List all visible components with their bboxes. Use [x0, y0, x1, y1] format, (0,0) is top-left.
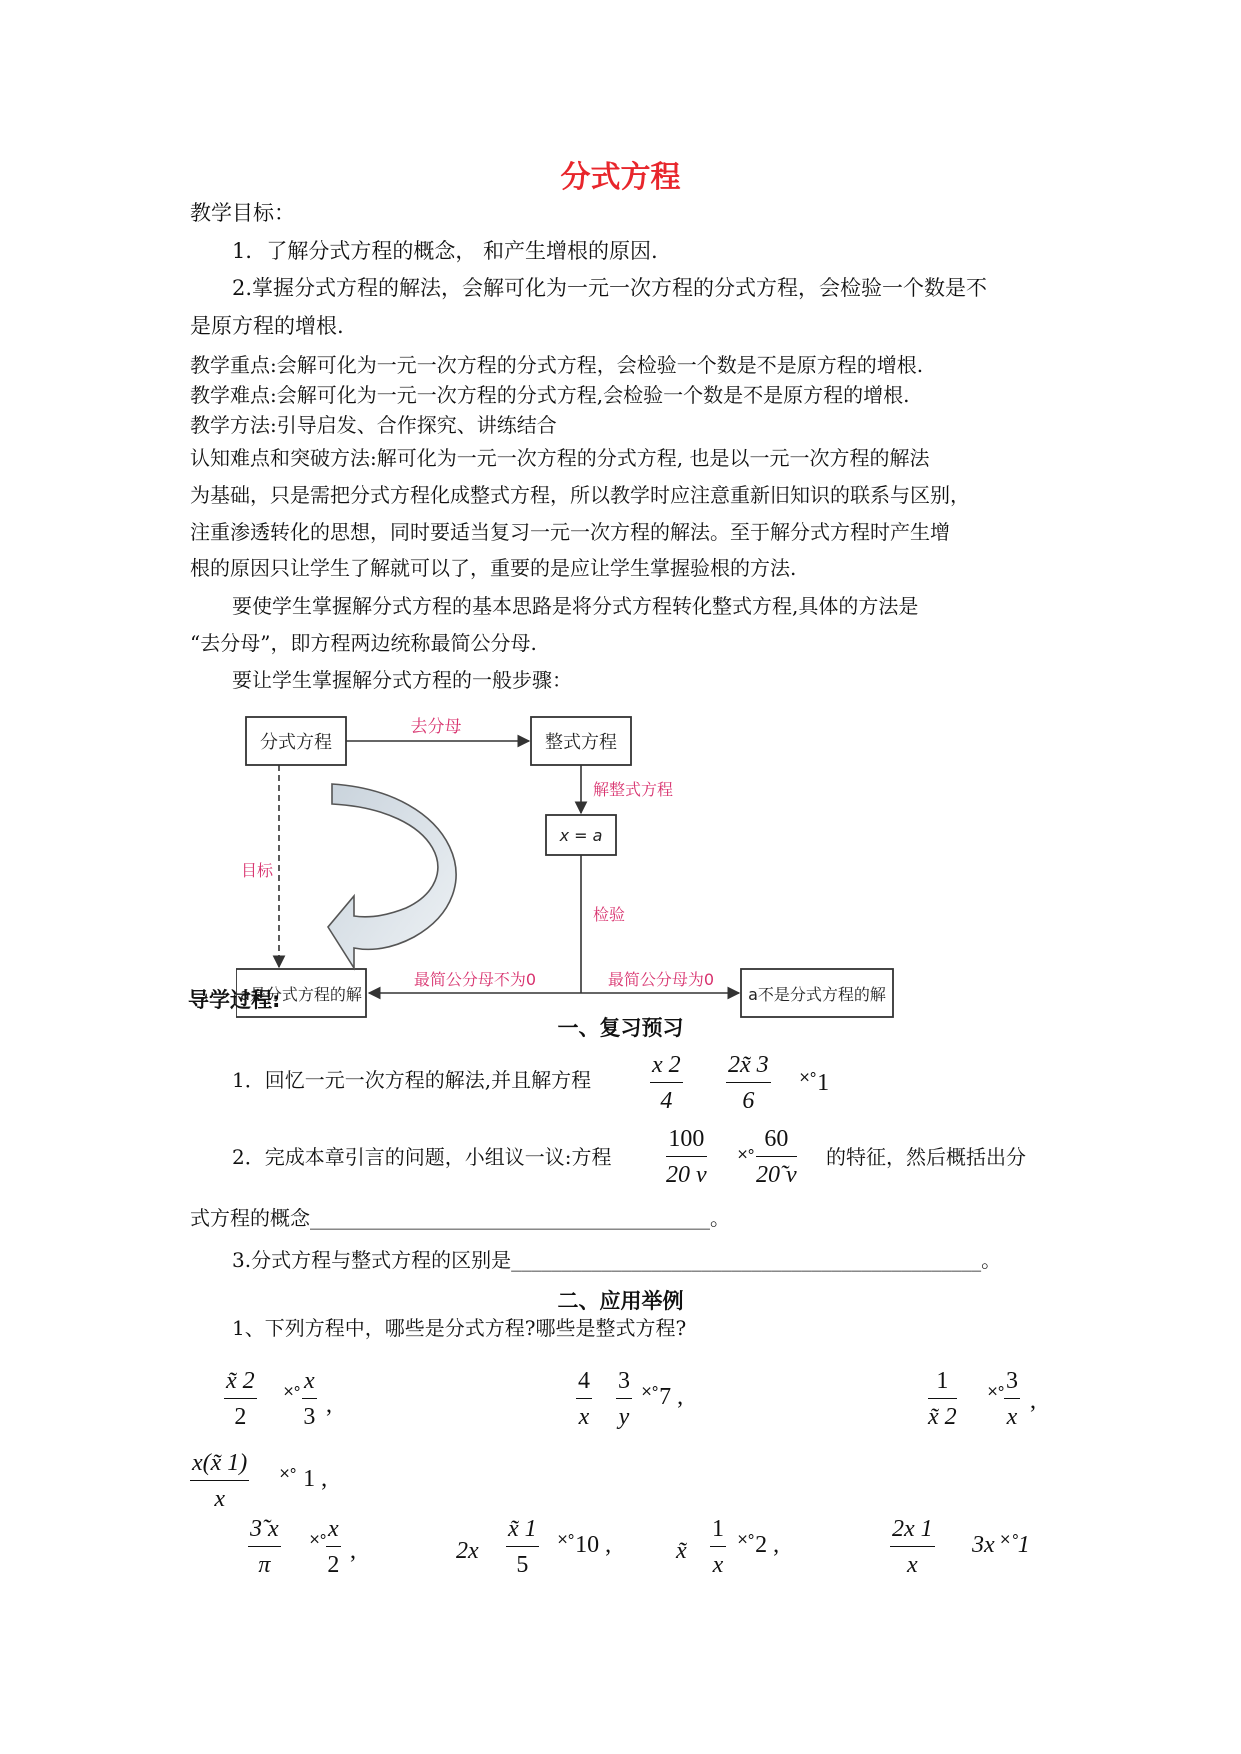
eq-a-fraction-1: x̃ 2 2	[226, 1368, 255, 1430]
label-solve: 解整式方程	[593, 780, 674, 799]
review-q1-text: 1．回忆一元一次方程的解法,并且解方程	[232, 1068, 592, 1092]
objective-item-2-line1: 2.掌握分式方程的解法，会解可化为一元一次方程的分式方程，会检验一个数是不	[232, 276, 988, 300]
eq-e-fraction-2: x 2	[327, 1516, 340, 1578]
review-q2-fraction-2: 60 20̃ v	[756, 1126, 797, 1188]
label-remove-denominator: 去分母	[410, 717, 462, 737]
label-nonzero: 最简公分母不为0	[413, 970, 537, 989]
curved-transform-arrow	[328, 784, 456, 968]
guide-heading: 导学过程:	[188, 988, 281, 1012]
review-q2-line2: 式方程的概念________________________________________。	[190, 1206, 730, 1230]
approach-line-3: 注重渗透转化的思想，同时要适当复习一元一次方程的解法。至于解分式方程时产生增	[190, 520, 950, 544]
eq-b-tail: ˟˚7 ,	[642, 1384, 684, 1410]
box-solution-label: x = a	[559, 826, 603, 845]
label-goal: 目标	[241, 861, 274, 880]
eq-h-fraction: 2x 1 x	[892, 1516, 933, 1578]
eq-a-equals: ˟˚	[284, 1384, 302, 1410]
eq-c-fraction-2: 3 x	[1006, 1368, 1018, 1430]
eq-f-lead: 2x	[456, 1538, 479, 1564]
eq-e-fraction-1: 3̃ x π	[250, 1516, 279, 1578]
eq-g-fraction: 1 x	[712, 1516, 724, 1578]
eq-a-fraction-2: x 3	[303, 1368, 316, 1430]
objectives-heading: 教学目标：	[190, 201, 295, 225]
eq-b-fraction-1: 4 x	[578, 1368, 590, 1430]
eq-c-fraction-1: 1 x̃ 2	[928, 1368, 957, 1430]
review-q2-tail: 的特征，然后概括出分	[826, 1145, 1026, 1169]
approach-line-2: 为基础，只是需把分式方程化成整式方程，所以教学时应注意重新旧知识的联系与区别，	[190, 483, 970, 507]
examples-q1: 1、下列方程中，哪些是分式方程?哪些是整式方程?	[232, 1316, 687, 1340]
steps-intro: 要让学生掌握解分式方程的一般步骤：	[232, 668, 572, 692]
difficulty: 教学难点:会解可化为一元一次方程的分式方程,会检验一个数是不是原方程的增根.	[190, 383, 910, 407]
box-not-solution-label: a不是分式方程的解	[748, 985, 886, 1004]
eq-g-tail: ˟˚2 ,	[738, 1532, 780, 1558]
eq-d-fraction: x(x̃ 1) x	[192, 1450, 248, 1512]
eq-d-tail: ˟˚ 1 ,	[280, 1466, 328, 1492]
eq-e-tail: ,	[350, 1538, 356, 1564]
solution-steps-diagram	[236, 712, 916, 1037]
review-q3: 3.分式方程与整式方程的区别是_______________________________________________。	[232, 1248, 1002, 1272]
eq-c-equals: ˟˚	[988, 1384, 1006, 1410]
section-examples-heading: 二、应用举例	[557, 1289, 684, 1313]
eq-g-lead: x̃	[676, 1538, 687, 1564]
eq-f-fraction: x̃ 1 5	[508, 1516, 537, 1578]
eq-h-tail: 3x ˟˚1	[972, 1532, 1030, 1558]
teaching-method: 教学方法:引导启发、合作探究、讲练结合	[190, 413, 557, 437]
approach-line-4: 根的原因只让学生了解就可以了，重要的是应让学生掌握验根的方法.	[190, 556, 797, 580]
label-check: 检验	[593, 905, 626, 924]
page-title: 分式方程	[560, 160, 681, 195]
idea-line-1: 要使学生掌握解分式方程的基本思路是将分式方程转化整式方程,具体的方法是	[232, 594, 919, 618]
review-q2-fraction-1: 100 20 v	[666, 1126, 707, 1188]
box-fractional-label: 分式方程	[260, 732, 332, 753]
review-q1-fraction-2: 2x̃ 3 6	[728, 1052, 769, 1114]
eq-e-equals: ˟˚	[310, 1532, 328, 1558]
eq-c-tail: ,	[1030, 1388, 1036, 1414]
box-is-solution-label: a是分式方程的解	[240, 985, 362, 1004]
eq-b-fraction-2: 3 y	[618, 1368, 630, 1430]
review-q2-text: 2．完成本章引言的问题，小组议一议:方程	[232, 1145, 612, 1169]
review-q2-equals: ˟˚	[738, 1147, 756, 1173]
eq-a-tail: ,	[326, 1392, 332, 1418]
review-q1-tail: ˟˚1	[800, 1070, 830, 1096]
objective-item-2-line2: 是原方程的增根.	[190, 314, 344, 338]
eq-f-tail: ˟˚10 ,	[558, 1532, 612, 1558]
key-point: 教学重点:会解可化为一元一次方程的分式方程，会检验一个数是不是原方程的增根.	[190, 353, 924, 377]
box-integral-label: 整式方程	[545, 732, 617, 753]
idea-line-2: “去分母”，即方程两边统称最简公分母.	[190, 631, 537, 655]
section-review-heading: 一、复习预习	[557, 1016, 684, 1040]
objective-item-1: 1．了解分式方程的概念， 和产生增根的原因.	[232, 239, 658, 263]
label-zero: 最简公分母为0	[607, 970, 715, 989]
approach-line-1: 认知难点和突破方法:解可化为一元一次方程的分式方程, 也是以一元一次方程的解法	[190, 446, 930, 470]
review-q1-fraction-1: x 2 4	[652, 1052, 681, 1114]
